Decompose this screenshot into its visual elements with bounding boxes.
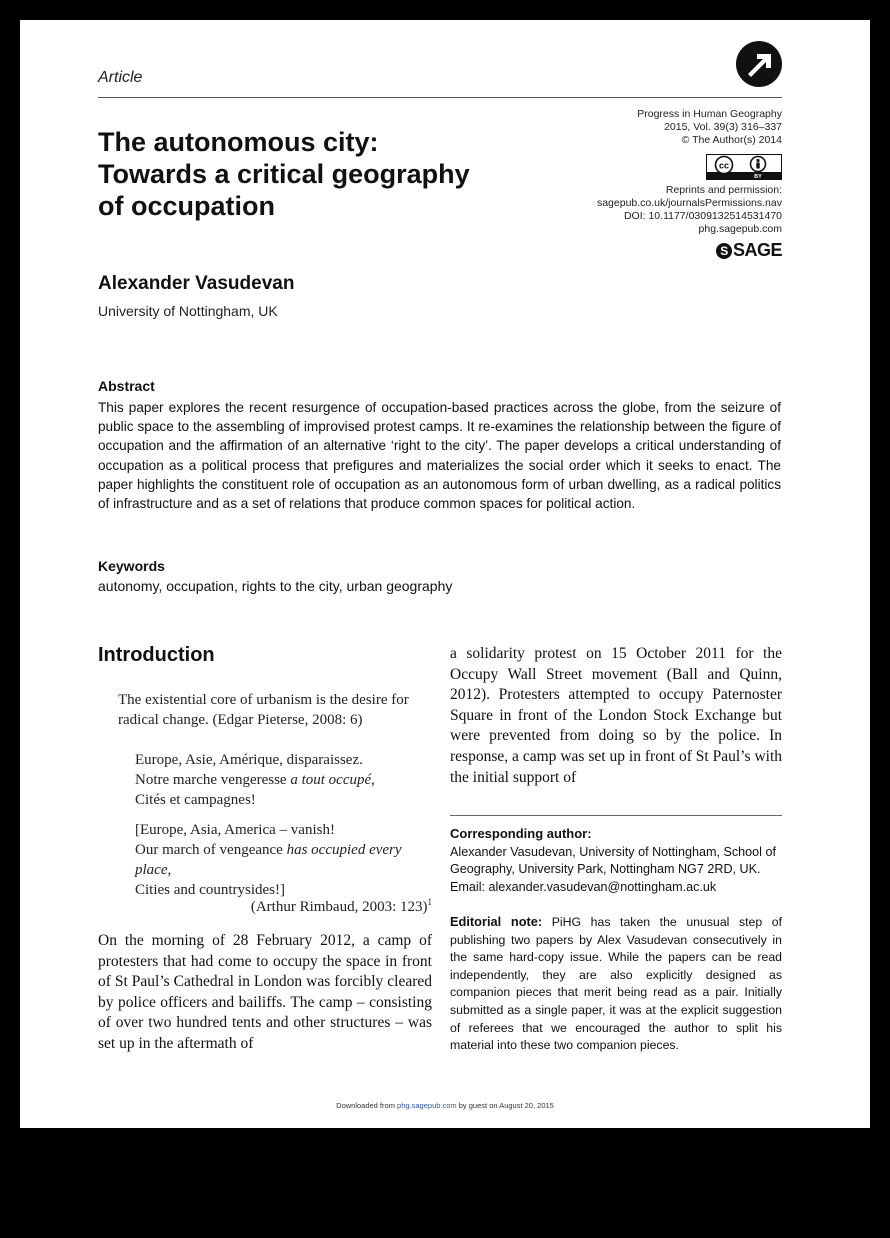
editorial-note-text: PiHG has taken the unusual step of publishing two papers by Alex Vasudevan consecutively in the same hard-copy issue. While the papers can be read independently, they are also explicitly designed as companion pieces that merit being read as a pair. Initially submitted as a single paper, it was at the explicit suggestion of referees that we encouraged the author to split his material into these two companion pieces.	[450, 915, 782, 1053]
poem-line: Cities and countrysides!]	[135, 882, 285, 898]
footnote-rule	[450, 815, 782, 816]
corr-line: Geography, University Park, Nottingham NG7 2RD, UK.	[450, 862, 761, 877]
body-text-left-column: On the morning of 28 February 2012, a camp of protesters that had come to occupy the space in front of St Paul’s Cathedral in London was forcibly cleared by police officers and bailiffs. The camp – consisting of over two hundred tents and other structures – was set up in the aftermath of	[98, 932, 432, 1052]
poem-line: [Europe, Asia, America – vanish!	[135, 822, 335, 838]
author-name: Alexander Vasudevan	[98, 273, 295, 294]
epigraph-citation: (Arthur Rimbaud, 2003: 123)$^1$	[250, 897, 432, 915]
keywords-heading: Keywords	[98, 558, 165, 574]
download-footer: Downloaded from phg.sagepub.com by guest on August 20, 2015	[336, 1101, 554, 1110]
abstract-heading: Abstract	[98, 378, 155, 394]
reprints-line: Reprints and permission:	[665, 184, 782, 196]
epigraph-pieterse: The existential core of urbanism is the desire for radical change. (Edgar Pieterse, 2008: 6)	[118, 692, 409, 728]
cc-text: cc	[718, 160, 730, 171]
corr-email[interactable]: Email: alexander.vasudevan@nottingham.ac.uk	[450, 879, 717, 894]
cc-by-license-icon	[706, 154, 782, 180]
by-text: BY	[754, 174, 762, 180]
epigraph-poem-french	[135, 750, 435, 810]
journal-permissions	[597, 184, 782, 236]
copyright-line: © The Author(s) 2014	[681, 134, 782, 146]
journal-site-link[interactable]: phg.sagepub.com	[698, 223, 782, 235]
corresponding-author-details	[450, 844, 782, 896]
epigraph-poem-english	[135, 820, 435, 900]
permissions-link[interactable]: sagepub.co.uk/journalsPermissions.nav	[596, 197, 782, 209]
corresponding-author-heading: Corresponding author:	[450, 826, 592, 841]
doi-line: DOI: 10.1177/0309132514531470	[623, 210, 782, 222]
author-affiliation: University of Nottingham, UK	[98, 303, 278, 319]
sage-s-icon: S	[716, 243, 732, 259]
keywords-text: autonomy, occupation, rights to the city, urban geography	[98, 578, 453, 594]
abstract-text: This paper explores the recent resurgence of occupation-based practices across the globe, from the seizure of public space to the assembling of improvised protest camps. It re-examines the relationship between the figure of occupation and the affirmation of an alternative ‘right to the city’. The paper develops a critical understanding of occupation as a political process that prefigures and materializes the social order which it seeks to enact. The paper highlights the constituent role of occupation as an autonomous form of urban dwelling, as a radical politics of infrastructure and as a set of relations that produce common spaces for political action.	[98, 400, 781, 512]
editorial-note-label: Editorial note:	[450, 914, 543, 929]
title-line: of occupation	[98, 191, 275, 221]
footnote-marker[interactable]: 1	[427, 897, 432, 907]
title-line: Towards a critical geography	[98, 159, 470, 189]
header-rule	[98, 97, 782, 98]
sage-logo	[716, 240, 782, 261]
journal-volume: 2015, Vol. 39(3) 316–337	[664, 121, 782, 133]
title-line: The autonomous city:	[98, 127, 379, 157]
journal-meta	[637, 108, 782, 147]
paper-title	[98, 126, 538, 222]
journal-name: Progress in Human Geography	[637, 108, 782, 120]
poem-line: Europe, Asie, Amérique, disparaissez.	[135, 752, 363, 768]
poem-line: Our march of vengeance has occupied every place,	[135, 842, 402, 878]
editorial-note	[450, 913, 782, 1055]
poem-line: Cités et campagnes!	[135, 792, 256, 808]
corr-line: Alexander Vasudevan, University of Nottingham, School of	[450, 845, 776, 859]
poem-line: Notre marche vengeresse a tout occupé,	[135, 772, 375, 788]
introduction-heading: Introduction	[98, 644, 215, 666]
footer-link[interactable]: phg.sagepub.com	[397, 1101, 457, 1110]
journal-arrow-logo-icon	[736, 41, 782, 87]
body-text-right-column: a solidarity protest on 15 October 2011 for the Occupy Wall Street movement (Ball and Quinn, 2012). Protesters attempted to occupy Paternoster Square in front of the London Stock Exchange but were prevented from doing so by the police. In response, a camp was set up in front of St Paul’s with the initial support of	[450, 645, 782, 786]
paper-page	[20, 20, 870, 1128]
sage-wordmark: SAGE	[732, 240, 782, 260]
article-type-label: Article	[98, 69, 143, 86]
